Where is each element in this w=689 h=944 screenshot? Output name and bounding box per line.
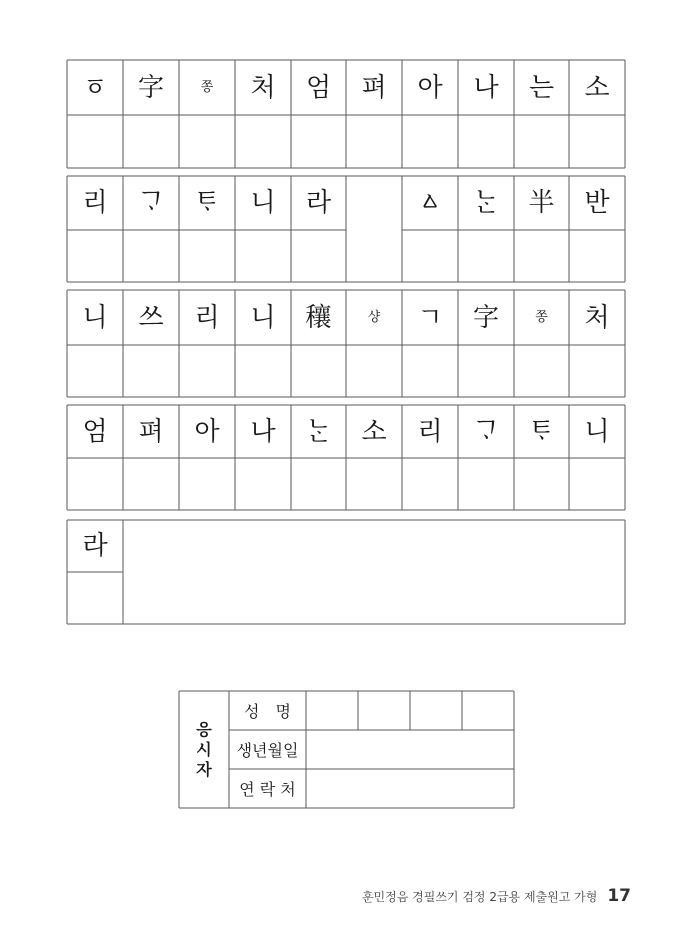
writing-cell[interactable] — [346, 230, 402, 282]
writing-cell[interactable] — [123, 115, 179, 168]
writing-cell[interactable] — [291, 230, 346, 282]
model-character: 字 — [137, 72, 164, 103]
model-character: 字 — [472, 302, 499, 333]
model-character: ㄱ — [417, 302, 443, 333]
writing-cell[interactable] — [123, 458, 179, 510]
applicant-header — [179, 691, 229, 808]
writing-cell[interactable] — [67, 230, 123, 282]
model-character: 니 — [250, 188, 276, 218]
model-character: 엄 — [82, 416, 108, 447]
model-character: 니 — [584, 416, 610, 447]
writing-cell[interactable] — [458, 458, 514, 510]
birthdate-field[interactable] — [306, 730, 514, 769]
writing-cell[interactable] — [179, 345, 235, 397]
writing-cell[interactable] — [67, 458, 123, 510]
writing-cell[interactable] — [67, 345, 123, 397]
model-character: 아 — [194, 416, 220, 447]
label-birthdate: 생년월일 — [236, 741, 299, 760]
model-character: 엄 — [305, 72, 332, 103]
model-character: 처 — [250, 72, 276, 103]
writing-cell[interactable] — [569, 230, 625, 282]
writing-cell[interactable] — [235, 115, 291, 168]
model-character: 반 — [584, 188, 610, 218]
model-character: 나 — [250, 416, 276, 447]
model-character: 샹 — [367, 310, 381, 325]
model-character: 리 — [82, 188, 108, 218]
name-char-field[interactable] — [462, 691, 514, 730]
writing-cell[interactable] — [514, 458, 569, 510]
writing-cell[interactable] — [458, 230, 514, 282]
model-character: 리 — [417, 416, 443, 447]
writing-cell[interactable] — [235, 458, 291, 510]
writing-cell[interactable] — [123, 345, 179, 397]
model-character: ᄀᆞ — [473, 416, 499, 447]
writing-cell[interactable] — [514, 345, 569, 397]
model-character: ᄀᆞ — [138, 188, 164, 218]
model-character: 소 — [361, 416, 387, 447]
writing-cell[interactable] — [402, 115, 458, 168]
model-character: 펴 — [361, 72, 387, 103]
name-char-field[interactable] — [306, 691, 358, 730]
model-character: 라 — [82, 531, 108, 561]
model-character: 나 — [473, 72, 499, 103]
model-character: 쫑 — [200, 80, 214, 95]
writing-cell[interactable] — [179, 115, 235, 168]
model-character: ᄂᆞᆫ — [473, 188, 499, 218]
page-footer — [362, 886, 631, 906]
writing-cell[interactable] — [346, 458, 402, 510]
blank-area — [123, 520, 625, 624]
writing-cell[interactable] — [458, 115, 514, 168]
writing-cell[interactable] — [402, 230, 458, 282]
writing-cell[interactable] — [458, 345, 514, 397]
applicant-header-char: 시 — [196, 739, 212, 759]
writing-cell[interactable] — [569, 345, 625, 397]
writing-cell[interactable] — [346, 345, 402, 397]
model-character: ᄐᆞ — [528, 416, 555, 447]
model-character: 리 — [194, 302, 220, 333]
model-character: 는 — [528, 72, 555, 103]
model-character: 穰 — [305, 302, 332, 333]
model-character: 처 — [584, 302, 610, 333]
contact-field[interactable] — [306, 769, 514, 808]
footer-title: 훈민정음 경필쓰기 검정 2급용 제출원고 가형 — [361, 890, 598, 904]
writing-cell[interactable] — [402, 345, 458, 397]
writing-cell[interactable] — [291, 345, 346, 397]
writing-cell[interactable] — [402, 458, 458, 510]
writing-cell[interactable] — [514, 230, 569, 282]
applicant-header-char: 자 — [196, 759, 212, 779]
name-char-field[interactable] — [358, 691, 410, 730]
model-character: ㆆ — [82, 72, 108, 103]
model-character: 펴 — [138, 416, 164, 447]
writing-cell[interactable] — [291, 115, 346, 168]
label-contact: 연 락 처 — [239, 780, 296, 799]
writing-cell[interactable] — [235, 230, 291, 282]
name-char-field[interactable] — [410, 691, 462, 730]
model-character: 쫑 — [535, 310, 548, 325]
writing-cell[interactable] — [235, 345, 291, 397]
model-character: 라 — [305, 188, 332, 218]
model-character: 半 — [528, 188, 555, 218]
model-character: ᄐᆞ — [194, 188, 220, 218]
model-character: 니 — [250, 302, 276, 333]
writing-cell[interactable] — [67, 115, 123, 168]
label-name: 성 명 — [244, 702, 291, 721]
model-character: ᄂᆞᆫ — [305, 416, 332, 447]
model-character: 아 — [417, 72, 443, 103]
page-number: 17 — [607, 886, 631, 906]
writing-cell[interactable] — [569, 115, 625, 168]
writing-cell[interactable] — [346, 115, 402, 168]
model-character: 니 — [82, 302, 108, 333]
applicant-header-char: 응 — [196, 719, 212, 739]
model-character — [346, 176, 402, 230]
writing-cell[interactable] — [67, 572, 123, 624]
model-character: ㅿ — [417, 188, 443, 218]
model-character: 쓰 — [138, 302, 164, 333]
writing-cell[interactable] — [179, 230, 235, 282]
writing-cell[interactable] — [179, 458, 235, 510]
model-character: 소 — [584, 72, 610, 103]
writing-cell[interactable] — [569, 458, 625, 510]
writing-cell[interactable] — [514, 115, 569, 168]
writing-cell[interactable] — [123, 230, 179, 282]
writing-cell[interactable] — [291, 458, 346, 510]
